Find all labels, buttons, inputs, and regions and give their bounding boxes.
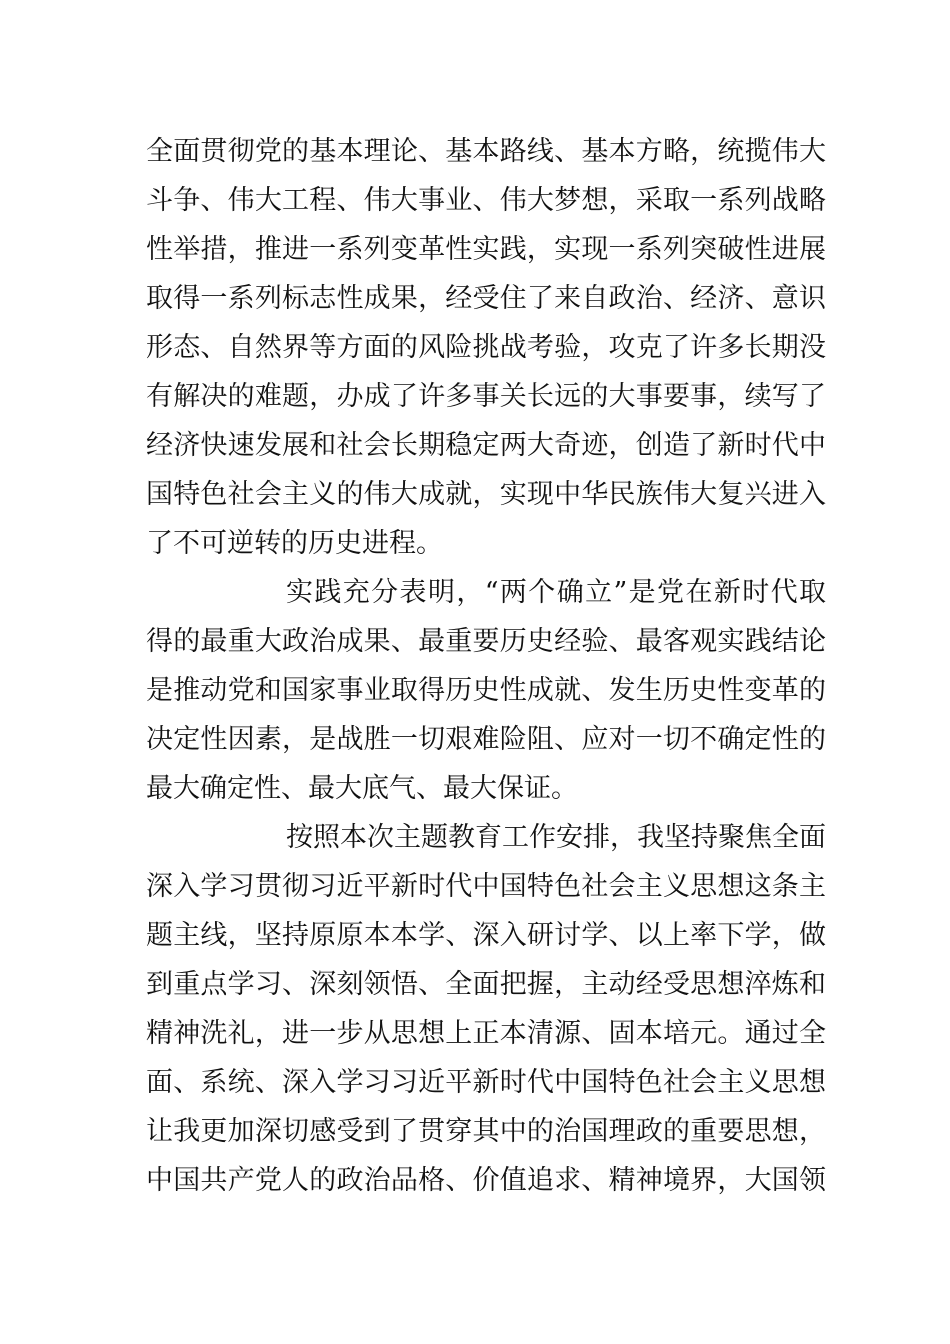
body-text [146, 127, 826, 1205]
paragraph-3 [146, 813, 826, 1205]
text-line: 中国共产党人的政治品格、价值追求、精神境界，大国领 [146, 1165, 826, 1196]
text-line: 让我更加深切感受到了贯穿其中的治国理政的重要思想， [146, 1116, 826, 1147]
text-line: 取得一系列标志性成果，经受住了来自政治、经济、意识 [146, 283, 826, 314]
text-line: 国特色社会主义的伟大成就，实现中华民族伟大复兴进入 [146, 479, 826, 510]
text-line: 题主线，坚持原原本本学、深入研讨学、以上率下学，做 [146, 920, 826, 951]
text-line: 按照本次主题教育工作安排，我坚持聚焦全面 [286, 822, 826, 853]
text-line: 了不可逆转的历史进程。 [146, 528, 443, 559]
text-line: 精神洗礼，进一步从思想上正本清源、固本培元。通过全 [146, 1018, 826, 1049]
text-line: 全面贯彻党的基本理论、基本路线、基本方略，统揽伟大 [146, 136, 826, 167]
text-line: 到重点学习、深刻领悟、全面把握，主动经受思想淬炼和 [146, 969, 826, 1000]
text-line: 形态、自然界等方面的风险挑战考验，攻克了许多长期没 [146, 332, 826, 363]
text-line: 面、系统、深入学习习近平新时代中国特色社会主义思想 [146, 1067, 826, 1098]
text-line: 有解决的难题，办成了许多事关长远的大事要事，续写了 [146, 381, 826, 412]
text-line: 性举措，推进一系列变革性实践，实现一系列突破性进展 [146, 234, 826, 265]
paragraph-2 [146, 568, 826, 813]
text-line: 最大确定性、最大底气、最大保证。 [146, 773, 578, 804]
text-line: 经济快速发展和社会长期稳定两大奇迹，创造了新时代中 [146, 430, 826, 461]
text-line: 得的最重大政治成果、最重要历史经验、最客观实践结论 [146, 626, 826, 657]
text-line: 深入学习贯彻习近平新时代中国特色社会主义思想这条主 [146, 871, 826, 902]
paragraph-1 [146, 127, 826, 568]
text-line: 斗争、伟大工程、伟大事业、伟大梦想，采取一系列战略 [146, 185, 826, 216]
text-line: 决定性因素，是战胜一切艰难险阻、应对一切不确定性的 [146, 724, 826, 755]
text-line: 是推动党和国家事业取得历史性成就、发生历史性变革的 [146, 675, 826, 706]
text-line: 实践充分表明，“两个确立”是党在新时代取 [286, 577, 826, 608]
